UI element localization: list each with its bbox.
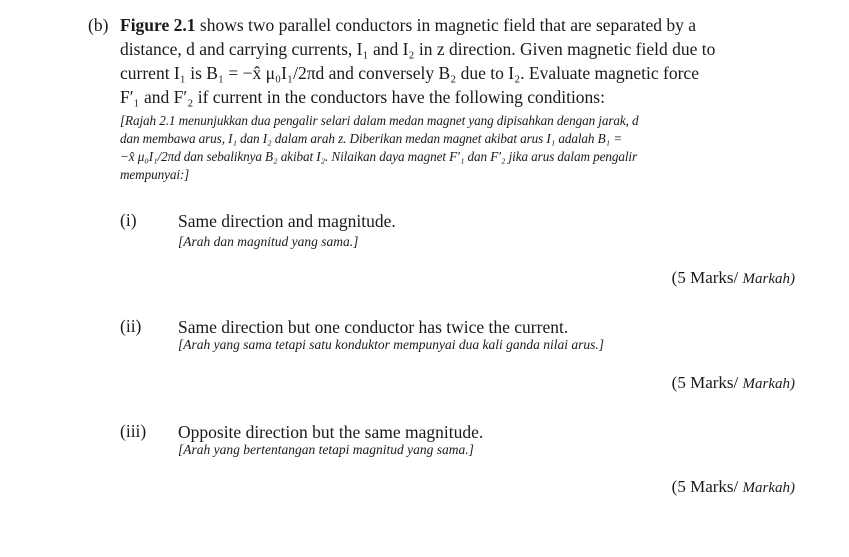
part-number: (iii) <box>120 421 147 441</box>
question-line-4: F′₁ and F′₂ if current in the conductors have the following conditions: <box>120 87 605 107</box>
marks-label: (5 Marks/ Markah) <box>671 373 795 392</box>
figure-reference: Figure 2.1 <box>120 15 196 35</box>
part-malay-text: [Arah dan magnitud yang sama.] <box>178 234 359 249</box>
part-number: (ii) <box>120 316 142 336</box>
part-english-text: Same direction but one conductor has twice the current. <box>178 317 569 337</box>
question-label: (b) <box>88 15 109 35</box>
malay-line-1: [Rajah 2.1 menunjukkan dua pengalir selari dalam medan magnet yang dipisahkan dengan jarak, d <box>120 113 639 128</box>
part-malay-text: [Arah yang bertentangan tetapi magnitud yang sama.] <box>178 442 474 457</box>
malay-line-3: −x̂ μ₀I₁/2πd dan sebaliknya B₂ akibat I₂. Nilaikan daya magnet F′₁ dan F′₂ jika arus dalam pengalir <box>120 149 637 164</box>
marks-label: (5 Marks/ Markah) <box>671 268 795 287</box>
question-line-3: current I₁ is B₁ = −x̂ μ₀I₁/2πd and conversely B₂ due to I₂. Evaluate magnetic force <box>120 63 699 83</box>
part-number: (i) <box>120 210 137 230</box>
question-line-1 <box>120 14 696 37</box>
part-english-text: Same direction and magnitude. <box>178 211 396 231</box>
malay-line-2: dan membawa arus, I₁ dan I₂ dalam arah z. Diberikan medan magnet akibat arus I₁ adalah B₁ = <box>120 131 623 146</box>
part-english-text: Opposite direction but the same magnitude. <box>178 422 484 442</box>
part-malay-text: [Arah yang sama tetapi satu konduktor mempunyai dua kali ganda nilai arus.] <box>178 337 604 352</box>
question-line-2: distance, d and carrying currents, I₁ and I₂ in z direction. Given magnetic field due to <box>120 39 716 59</box>
marks-label: (5 Marks/ Markah) <box>671 477 795 496</box>
malay-line-4: mempunyai:] <box>120 167 190 182</box>
question-line-1-text: shows two parallel conductors in magnetic field that are separated by a <box>199 15 697 35</box>
